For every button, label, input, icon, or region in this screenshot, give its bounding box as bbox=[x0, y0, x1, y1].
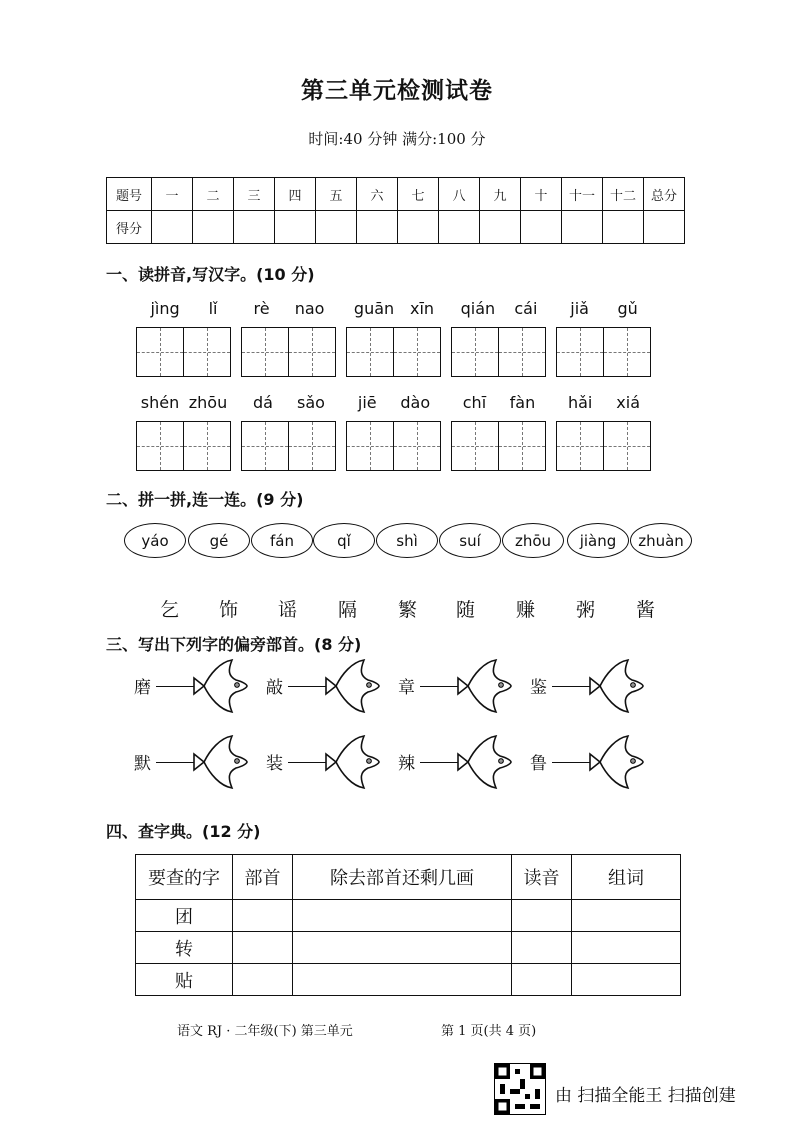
pinyin-syllable: dào bbox=[400, 393, 431, 412]
pinyin-row bbox=[136, 299, 232, 321]
dict-header: 部首 bbox=[233, 855, 293, 900]
score-col: 七 bbox=[398, 178, 439, 211]
tian-zi-ge-box[interactable] bbox=[451, 421, 499, 471]
writing-boxes bbox=[556, 421, 652, 471]
matching-char[interactable]: 谣 bbox=[278, 599, 298, 621]
pinyin-syllable: rè bbox=[253, 299, 270, 318]
dict-answer-cell[interactable] bbox=[233, 932, 293, 964]
dict-char: 团 bbox=[136, 900, 233, 932]
pinyin-row bbox=[346, 299, 442, 321]
pinyin-row bbox=[556, 393, 652, 415]
connector-line bbox=[156, 762, 194, 763]
writing-boxes bbox=[451, 327, 547, 377]
score-col: 十二 bbox=[603, 178, 644, 211]
score-cell[interactable] bbox=[234, 211, 275, 244]
matching-char[interactable]: 赚 bbox=[516, 599, 536, 621]
pinyin-syllable: hǎi bbox=[567, 393, 593, 412]
tian-zi-ge-box[interactable] bbox=[346, 327, 394, 377]
dict-answer-cell[interactable] bbox=[572, 900, 681, 932]
pinyin-group bbox=[241, 299, 337, 377]
pinyin-syllable: lǐ bbox=[208, 299, 218, 318]
dict-header: 读音 bbox=[512, 855, 572, 900]
pinyin-row bbox=[241, 299, 337, 321]
radical-char: 敲 bbox=[266, 678, 283, 698]
tian-zi-ge-box[interactable] bbox=[136, 421, 184, 471]
pinyin-group bbox=[136, 299, 232, 377]
radical-char: 默 bbox=[134, 754, 151, 774]
score-cell[interactable] bbox=[275, 211, 316, 244]
score-cell[interactable] bbox=[521, 211, 562, 244]
pinyin-syllable: dá bbox=[253, 393, 273, 412]
dict-header: 要查的字 bbox=[136, 855, 233, 900]
connector-line bbox=[156, 686, 194, 687]
radical-char: 装 bbox=[266, 754, 283, 774]
qr-code-icon bbox=[494, 1063, 546, 1115]
pinyin-oval[interactable]: zhuàn bbox=[630, 523, 692, 558]
dict-answer-cell[interactable] bbox=[293, 964, 512, 996]
pinyin-syllable: jìng bbox=[150, 299, 180, 318]
tian-zi-ge-box[interactable] bbox=[604, 421, 651, 471]
connector-line bbox=[288, 762, 326, 763]
writing-boxes bbox=[241, 327, 337, 377]
pinyin-syllable: sǎo bbox=[297, 393, 325, 412]
pinyin-group bbox=[136, 393, 232, 471]
score-cell[interactable] bbox=[644, 211, 685, 244]
dict-answer-cell[interactable] bbox=[233, 900, 293, 932]
pinyin-group bbox=[346, 393, 442, 471]
tian-zi-ge-box[interactable] bbox=[346, 421, 394, 471]
pinyin-row bbox=[136, 393, 232, 415]
dict-answer-cell[interactable] bbox=[572, 964, 681, 996]
fish-icon[interactable] bbox=[456, 656, 514, 720]
pinyin-syllable: xiá bbox=[616, 393, 641, 412]
writing-boxes bbox=[346, 421, 442, 471]
score-cell[interactable] bbox=[603, 211, 644, 244]
matching-char[interactable]: 繁 bbox=[398, 599, 418, 621]
pinyin-syllable: jiǎ bbox=[570, 299, 589, 318]
score-col: 十一 bbox=[562, 178, 603, 211]
dict-char: 贴 bbox=[136, 964, 233, 996]
dict-answer-cell[interactable] bbox=[512, 932, 572, 964]
fish-icon[interactable] bbox=[324, 732, 382, 796]
pinyin-syllable: cái bbox=[514, 299, 538, 318]
tian-zi-ge-box[interactable] bbox=[289, 421, 336, 471]
dict-char: 转 bbox=[136, 932, 233, 964]
tian-zi-ge-box[interactable] bbox=[451, 327, 499, 377]
section3-title: 三、写出下列字的偏旁部首。(8 分) bbox=[106, 635, 362, 654]
dict-answer-cell[interactable] bbox=[512, 964, 572, 996]
tian-zi-ge-box[interactable] bbox=[241, 327, 289, 377]
score-cell[interactable] bbox=[398, 211, 439, 244]
section1-title: 一、读拼音,写汉字。(10 分) bbox=[106, 265, 315, 284]
tian-zi-ge-box[interactable] bbox=[499, 327, 546, 377]
writing-boxes bbox=[136, 421, 232, 471]
pinyin-group bbox=[556, 393, 652, 471]
dict-answer-cell[interactable] bbox=[293, 932, 512, 964]
matching-char[interactable]: 隔 bbox=[338, 599, 358, 621]
matching-char[interactable]: 饰 bbox=[219, 599, 239, 621]
tian-zi-ge-box[interactable] bbox=[289, 327, 336, 377]
writing-boxes bbox=[241, 421, 337, 471]
pinyin-oval[interactable]: shì bbox=[376, 523, 438, 558]
dict-answer-cell[interactable] bbox=[293, 900, 512, 932]
pinyin-group bbox=[241, 393, 337, 471]
radical-char: 磨 bbox=[134, 678, 151, 698]
pinyin-syllable: gǔ bbox=[617, 299, 638, 318]
pinyin-group bbox=[346, 299, 442, 377]
scanner-watermark: 由 扫描全能王 扫描创建 bbox=[555, 1086, 736, 1106]
tian-zi-ge-box[interactable] bbox=[394, 327, 441, 377]
section2-title: 二、拼一拼,连一连。(9 分) bbox=[106, 490, 304, 509]
score-col: 十 bbox=[521, 178, 562, 211]
writing-boxes bbox=[346, 327, 442, 377]
dict-answer-cell[interactable] bbox=[512, 900, 572, 932]
pinyin-syllable: chī bbox=[462, 393, 487, 412]
tian-zi-ge-box[interactable] bbox=[499, 421, 546, 471]
score-col: 四 bbox=[275, 178, 316, 211]
writing-boxes bbox=[556, 327, 652, 377]
pinyin-syllable: jiē bbox=[357, 393, 377, 412]
pinyin-group bbox=[451, 299, 547, 377]
pinyin-oval[interactable]: qǐ bbox=[313, 523, 375, 558]
pinyin-row bbox=[451, 299, 547, 321]
dict-answer-cell[interactable] bbox=[233, 964, 293, 996]
dictionary-table bbox=[135, 854, 681, 996]
fish-icon[interactable] bbox=[192, 732, 250, 796]
fish-icon[interactable] bbox=[456, 732, 514, 796]
score-col: 九 bbox=[480, 178, 521, 211]
pinyin-row bbox=[241, 393, 337, 415]
writing-boxes bbox=[136, 327, 232, 377]
pinyin-syllable: xīn bbox=[410, 299, 435, 318]
fish-icon[interactable] bbox=[324, 656, 382, 720]
connector-line bbox=[420, 762, 458, 763]
fish-icon[interactable] bbox=[588, 656, 646, 720]
pinyin-group bbox=[556, 299, 652, 377]
radical-char: 辣 bbox=[398, 754, 415, 774]
pinyin-row bbox=[556, 299, 652, 321]
pinyin-syllable: fàn bbox=[509, 393, 536, 412]
pinyin-oval[interactable]: yáo bbox=[124, 523, 186, 558]
connector-line bbox=[288, 686, 326, 687]
footer-page: 第 1 页(共 4 页) bbox=[441, 1024, 537, 1039]
pinyin-syllable: zhōu bbox=[188, 393, 228, 412]
score-row-label: 得分 bbox=[107, 211, 152, 244]
pinyin-oval[interactable]: suí bbox=[439, 523, 501, 558]
section4-title: 四、查字典。(12 分) bbox=[106, 822, 261, 841]
radical-char: 鲁 bbox=[530, 754, 547, 774]
score-cell[interactable] bbox=[193, 211, 234, 244]
score-table bbox=[106, 177, 685, 244]
tian-zi-ge-box[interactable] bbox=[604, 327, 651, 377]
pinyin-row bbox=[451, 393, 547, 415]
score-col: 八 bbox=[439, 178, 480, 211]
connector-line bbox=[552, 762, 590, 763]
score-cell[interactable] bbox=[357, 211, 398, 244]
pinyin-oval[interactable]: fán bbox=[251, 523, 313, 558]
score-cell[interactable] bbox=[480, 211, 521, 244]
score-cell[interactable] bbox=[152, 211, 193, 244]
score-col: 六 bbox=[357, 178, 398, 211]
score-col: 五 bbox=[316, 178, 357, 211]
pinyin-row bbox=[346, 393, 442, 415]
score-cell[interactable] bbox=[316, 211, 357, 244]
score-header-label: 题号 bbox=[107, 178, 152, 211]
radical-char: 鉴 bbox=[530, 678, 547, 698]
exam-info: 时间:40 分钟 满分:100 分 bbox=[308, 130, 486, 148]
pinyin-group bbox=[451, 393, 547, 471]
matching-char[interactable]: 粥 bbox=[576, 599, 596, 621]
score-col: 一 bbox=[152, 178, 193, 211]
pinyin-oval[interactable]: zhōu bbox=[502, 523, 564, 558]
matching-char[interactable]: 随 bbox=[456, 599, 476, 621]
connector-line bbox=[420, 686, 458, 687]
score-col: 二 bbox=[193, 178, 234, 211]
dict-header: 组词 bbox=[572, 855, 681, 900]
footer-left: 语文 RJ · 二年级(下) 第三单元 bbox=[177, 1024, 353, 1039]
pinyin-syllable: guān bbox=[353, 299, 395, 318]
fish-icon[interactable] bbox=[588, 732, 646, 796]
radical-char: 章 bbox=[398, 678, 415, 698]
tian-zi-ge-box[interactable] bbox=[184, 421, 231, 471]
connector-line bbox=[552, 686, 590, 687]
page-title: 第三单元检测试卷 bbox=[301, 77, 493, 104]
score-cell[interactable] bbox=[562, 211, 603, 244]
tian-zi-ge-box[interactable] bbox=[556, 327, 604, 377]
pinyin-oval[interactable]: gé bbox=[188, 523, 250, 558]
writing-boxes bbox=[451, 421, 547, 471]
score-col: 三 bbox=[234, 178, 275, 211]
dict-header: 除去部首还剩几画 bbox=[293, 855, 512, 900]
matching-char[interactable]: 乞 bbox=[160, 599, 180, 621]
pinyin-syllable: nao bbox=[294, 299, 325, 318]
tian-zi-ge-box[interactable] bbox=[556, 421, 604, 471]
fish-icon[interactable] bbox=[192, 656, 250, 720]
matching-char[interactable]: 酱 bbox=[636, 599, 656, 621]
score-col: 总分 bbox=[644, 178, 685, 211]
tian-zi-ge-box[interactable] bbox=[241, 421, 289, 471]
tian-zi-ge-box[interactable] bbox=[394, 421, 441, 471]
tian-zi-ge-box[interactable] bbox=[184, 327, 231, 377]
pinyin-syllable: shén bbox=[140, 393, 180, 412]
pinyin-oval[interactable]: jiàng bbox=[567, 523, 629, 558]
dict-answer-cell[interactable] bbox=[572, 932, 681, 964]
score-cell[interactable] bbox=[439, 211, 480, 244]
pinyin-syllable: qián bbox=[460, 299, 496, 318]
tian-zi-ge-box[interactable] bbox=[136, 327, 184, 377]
